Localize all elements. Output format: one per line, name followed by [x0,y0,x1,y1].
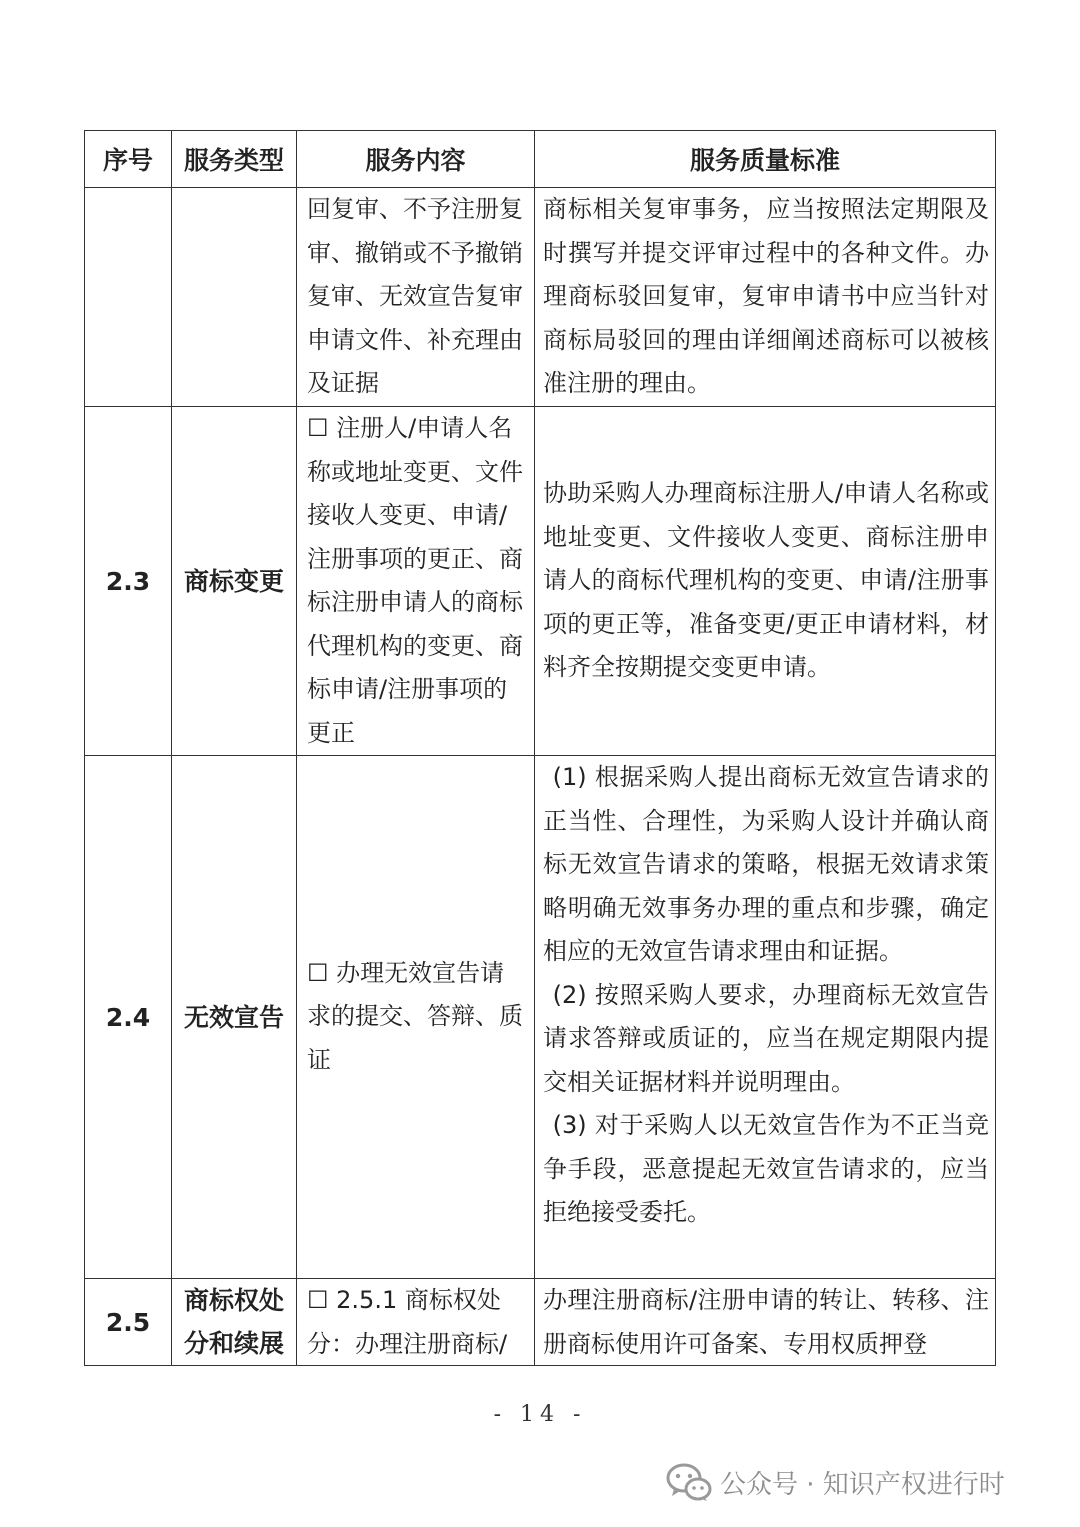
row-service-type: 商标权处分和续展 [172,1279,297,1366]
watermark [666,1462,1005,1502]
service-standards-table [84,130,996,1366]
row-quality-standard: 协助采购人办理商标注册人/申请人名称或地址变更、文件接收人变更、商标注册申请人的商标代理机构的变更、申请/注册事项的更正等，准备变更/更正申请材料，材料齐全按期提交变更申请。 [535,407,996,756]
row-number: 2.4 [85,756,172,1279]
row-service-content [297,1279,535,1366]
row-number: 2.5 [85,1279,172,1366]
watermark-text: 公众号 · 知识产权进行时 [720,1469,1005,1500]
table-row [85,407,996,756]
row-number [85,188,172,407]
header-quality-standard: 服务质量标准 [535,131,996,188]
row-number: 2.3 [85,407,172,756]
row-service-type: 无效宣告 [172,756,297,1279]
row-service-type [172,188,297,407]
page-number: - 14 - [493,1402,587,1427]
standard-text: 办理注册商标/注册申请的转让、转移、注册商标使用许可备案、专用权质押登 [543,1286,989,1358]
content-text: ☐ 2.5.1 商标权处分：办理注册商标/ [307,1286,508,1358]
header-service-type: 服务类型 [172,131,297,188]
row-service-content: ☐ 注册人/申请人名称或地址变更、文件接收人变更、申请/注册事项的更正、商标注册申请人的商标代理机构的变更、商标申请/注册事项的更正 [297,407,535,756]
header-service-content: 服务内容 [297,131,535,188]
row-service-type: 商标变更 [172,407,297,756]
row-quality-standard: 商标相关复审事务，应当按照法定期限及时撰写并提交评审过程中的各种文件。办理商标驳回复审，复审申请书中应当针对商标局驳回的理由详细阐述商标可以被核准注册的理由。 [535,188,996,407]
standard-item-2: (2) 按照采购人要求，办理商标无效宣告请求答辩或质证的，应当在规定期限内提交相关证据材料并说明理由。 [543,980,989,1096]
row-quality-standard [535,1279,996,1366]
table-header-row [85,131,996,188]
header-serial-number: 序号 [85,131,172,188]
table-row [85,188,996,407]
row-quality-standard [535,756,996,1279]
row-service-content: 回复审、不予注册复审、撤销或不予撤销复审、无效宣告复审申请文件、补充理由及证据 [297,188,535,407]
standard-item-3: (3) 对于采购人以无效宣告作为不正当竞争手段，恶意提起无效宣告请求的，应当拒绝接受委托。 [543,1111,989,1226]
table-row [85,1279,996,1366]
wechat-icon [666,1462,712,1502]
standard-item-1: (1) 根据采购人提出商标无效宣告请求的正当性、合理性，为采购人设计并确认商标无效宣告请求的策略，根据无效请求策略明确无效事务办理的重点和步骤，确定相应的无效宣告请求理由和证据。 [543,763,989,965]
row-service-content: ☐ 办理无效宣告请求的提交、答辩、质证 [297,756,535,1279]
table-row [85,756,996,1279]
